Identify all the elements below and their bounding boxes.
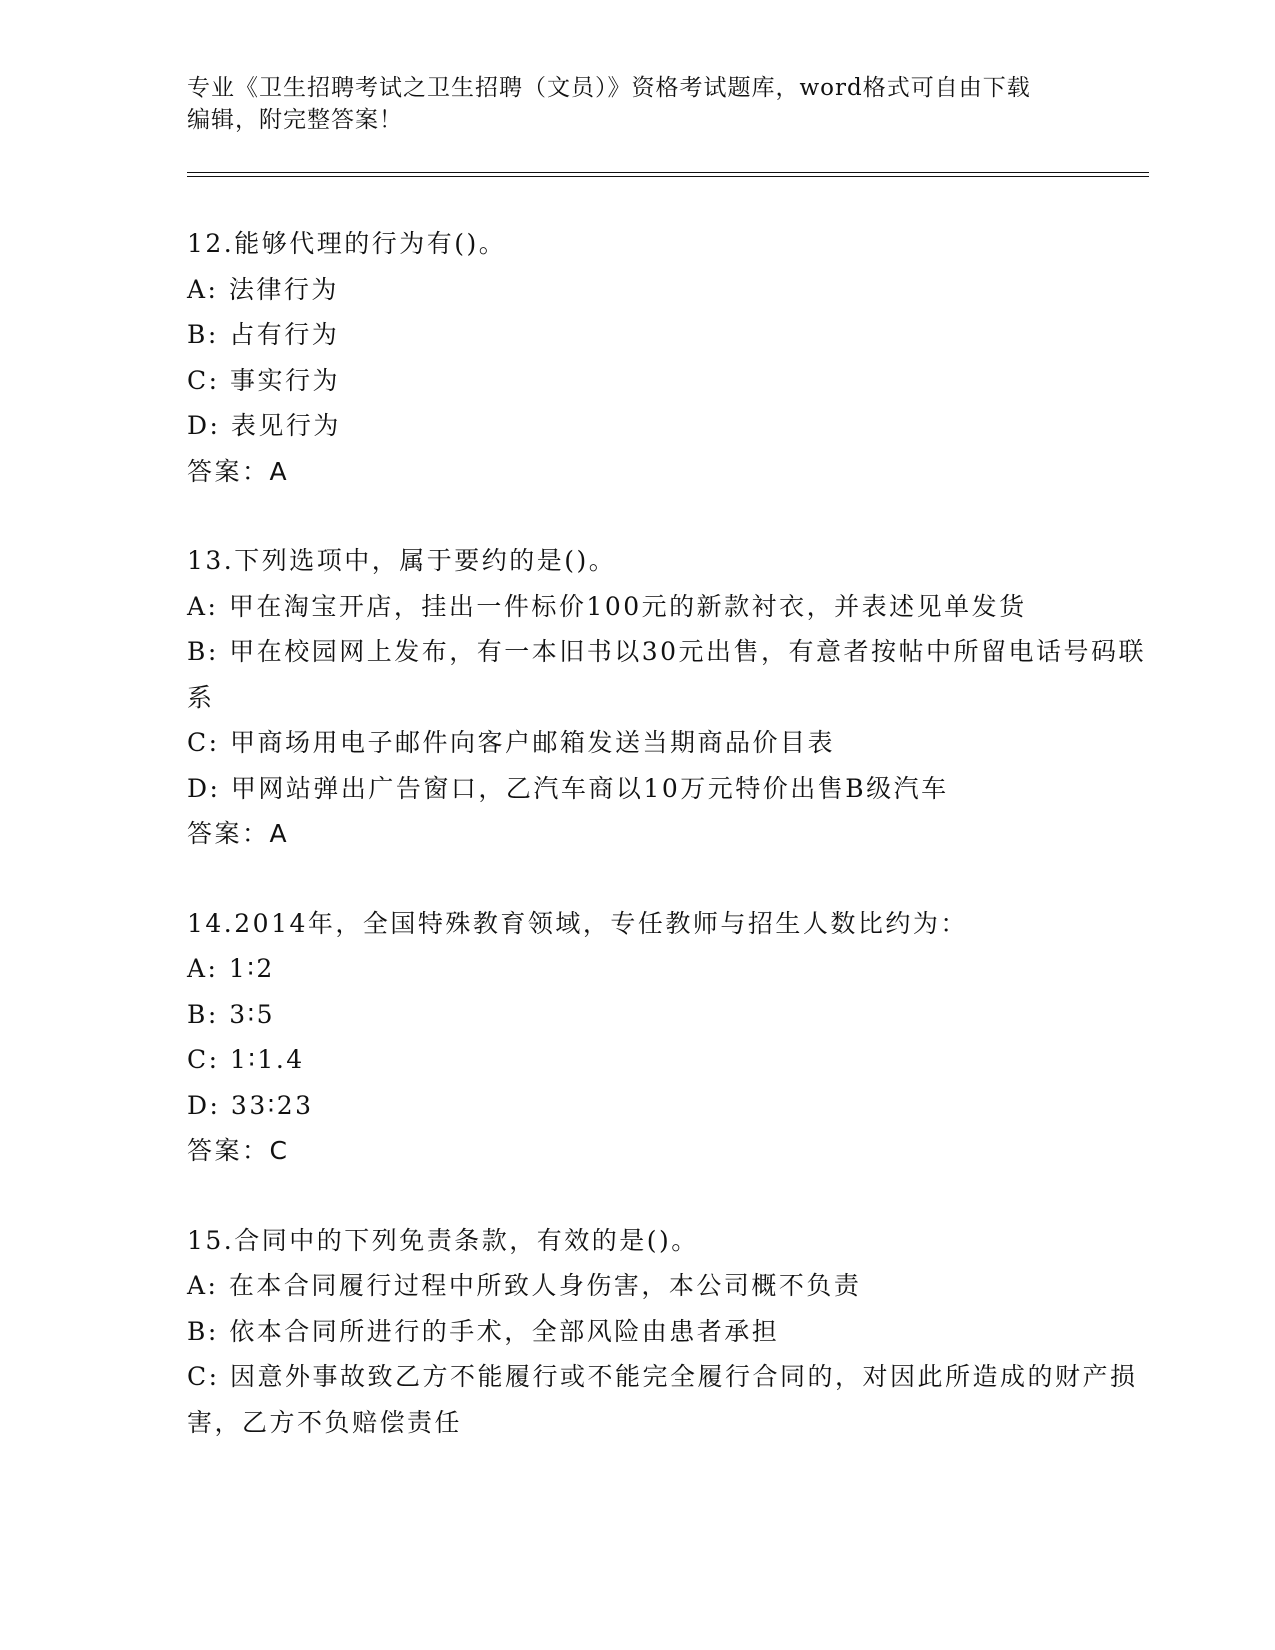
question-13 bbox=[187, 538, 1147, 857]
header-rule-bottom bbox=[187, 176, 1149, 177]
document-header bbox=[187, 72, 1067, 136]
answer: 答案：A bbox=[187, 456, 290, 486]
question-12 bbox=[187, 221, 1147, 494]
answer: 答案：C bbox=[187, 1136, 290, 1165]
option-d: D: 表见行为 bbox=[187, 411, 341, 440]
option-c: C: 因意外事故致乙方不能履行或不能完全履行合同的，对因此所造成的财产损害，乙方不负赔偿责任 bbox=[187, 1362, 1138, 1437]
option-b: B: 甲在校园网上发布，有一本旧书以30元出售，有意者按帖中所留电话号码联系 bbox=[187, 637, 1147, 712]
question-title: 12.能够代理的行为有()。 bbox=[187, 229, 507, 258]
header-line-1: 专业《卫生招聘考试之卫生招聘（文员）》资格考试题库，word格式可自由下载 bbox=[187, 75, 1031, 101]
option-c: C: 事实行为 bbox=[187, 365, 340, 395]
option-d: D: 33∶23 bbox=[187, 1090, 314, 1120]
question-title: 13.下列选项中，属于要约的是()。 bbox=[187, 546, 617, 575]
option-a: A: 1∶2 bbox=[187, 954, 275, 983]
question-15 bbox=[187, 1218, 1147, 1446]
question-14 bbox=[187, 901, 1147, 1174]
question-title: 14.2014年，全国特殊教育领域，专任教师与招生人数比约为： bbox=[187, 908, 968, 938]
option-d: D: 甲网站弹出广告窗口，乙汽车商以10万元特价出售B级汽车 bbox=[187, 773, 949, 803]
option-a: A: 在本合同履行过程中所致人身伤害，本公司概不负责 bbox=[187, 1271, 862, 1300]
answer: 答案：A bbox=[187, 819, 290, 848]
option-c: C: 甲商场用电子邮件向客户邮箱发送当期商品价目表 bbox=[187, 728, 836, 757]
question-title: 15.合同中的下列免责条款，有效的是()。 bbox=[187, 1225, 699, 1255]
question-list bbox=[187, 221, 1147, 1445]
option-b: B: 占有行为 bbox=[187, 320, 340, 349]
option-a: A: 甲在淘宝开店，挂出一件标价100元的新款衬衣，并表述见单发货 bbox=[187, 591, 1027, 621]
option-b: B: 3∶5 bbox=[187, 999, 276, 1029]
header-rule-top bbox=[187, 172, 1149, 173]
document-page bbox=[187, 72, 1147, 1489]
option-c: C: 1∶1.4 bbox=[187, 1045, 305, 1074]
option-b: B: 依本合同所进行的手术，全部风险由患者承担 bbox=[187, 1316, 780, 1346]
option-a: A: 法律行为 bbox=[187, 274, 339, 304]
header-line-2: 编辑，附完整答案！ bbox=[187, 107, 403, 133]
